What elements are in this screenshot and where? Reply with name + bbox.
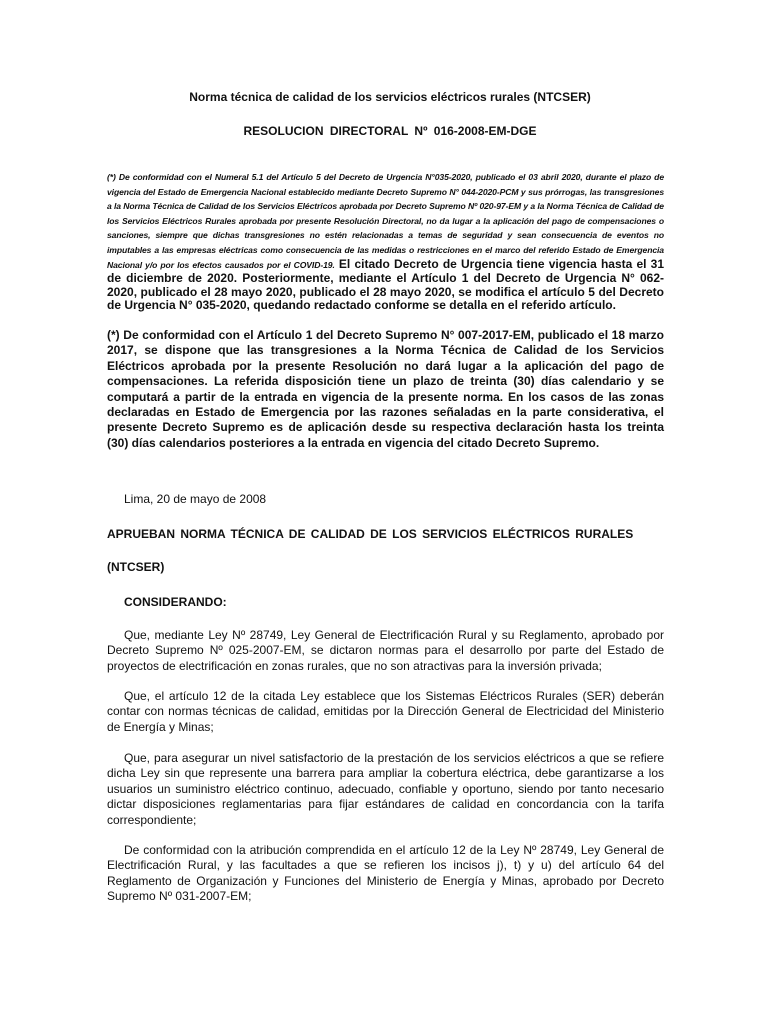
considering-heading: CONSIDERANDO: <box>124 595 227 609</box>
covid-note-small-text: (*) De conformidad con el Numeral 5.1 del Artículo 5 del Decreto de Urgencia N°035-2020, publicado el 03 abril 2020, durante el plazo de vigencia del Estado de Emergencia Nacional establecido mediante Decreto Supremo N° 044-2020-PCM y sus prórrogas, las transgresiones a la Norma Técnica de Calidad de los Servicios Eléctricos aprobada por Decreto Supremo Nº 020-97-EM y a la Norma Técnica de Calidad de los Servicios Eléctricos Rurales aprobada por presente Resolución Directoral, no da lugar a la aplicación del pago de compensaciones o sanciones, siempre que dichas transgresiones no estén relacionadas a temas de seguridad y sean consecuencia de eventos no imputables a las empresas eléctricas como consecuencia de las medidas o restricciones en el marco del referido Estado de Emergencia Nacional y/o por los efectos causados por el COVID-19. <box>107 172 664 270</box>
considering-paragraph: Que, para asegurar un nivel satisfactorio de la prestación de los servicios eléctricos a que se refiere dicha Ley sin que represente una barrera para ampliar la cobertura eléctrica, debe garantizarse a los usuarios un suministro eléctrico continuo, adecuado, confiable y oportuno, siendo por tanto necesario dictar disposiciones reglamentarias para fijar estándares de calidad en concordancia con la tarifa correspondiente; <box>107 751 664 827</box>
document-title: Norma técnica de calidad de los servicios eléctricos rurales (NTCSER) <box>189 90 591 104</box>
approve-heading: APRUEBAN NORMA TÉCNICA DE CALIDAD DE LOS SERVICIOS ELÉCTRICOS RURALES <box>107 527 634 541</box>
considering-paragraph: Que, mediante Ley Nº 28749, Ley General de Electrificación Rural y su Reglamento, aprobado por Decreto Supremo Nº 025-2007-EM, se dictaron normas para el desarrollo por parte del Estado de proyectos de electrificación en zonas rurales, que no son atractivas para la inversión privada; <box>107 628 664 673</box>
ntcser-heading: (NTCSER) <box>107 560 165 574</box>
covid-note-bold-text: El citado Decreto de Urgencia tiene vigencia hasta el 31 de diciembre de 2020. Posteriormente, mediante el Artículo 1 del Decreto de Urgencia N° 062-2020, publicado el 28 mayo 2020, publicado el 28 mayo 2020, se modifica el artículo 5 del Decreto de Urgencia N° 035-2020, quedando redactado conforme se detalla en el referido artículo. <box>107 256 665 313</box>
covid-note <box>107 170 664 313</box>
resolution-number: RESOLUCION DIRECTORAL Nº 016-2008-EM-DGE <box>243 124 537 138</box>
considering-paragraph: De conformidad con la atribución comprendida en el artículo 12 de la Ley Nº 28749, Ley General de Electrificación Rural, y las facultades a que se refieren los incisos j), t) y u) del artículo 64 del Reglamento de Organización y Funciones del Ministerio de Energía y Minas, aprobado por Decreto Supremo Nº 031-2007-EM; <box>107 843 664 904</box>
date-line: Lima, 20 de mayo de 2008 <box>124 492 267 506</box>
decree-note: (*) De conformidad con el Artículo 1 del Decreto Supremo N° 007-2017-EM, publicado el 18 marzo 2017, se dispone que las transgresiones a la Norma Técnica de Calidad de los Servicios Eléctricos aprobada por la presente Resolución no dará lugar a la aplicación del pago de compensaciones. La referida disposición tiene un plazo de treinta (30) días calendario y se computará a partir de la entrada en vigencia de la presente norma. En los casos de las zonas declaradas en Estado de Emergencia por las razones señaladas en la parte considerativa, el presente Decreto Supremo es de aplicación desde su respectiva declaración hasta los treinta (30) días calendarios posteriores a la entrada en vigencia del citado Decreto Supremo. <box>107 328 664 450</box>
considering-paragraph: Que, el artículo 12 de la citada Ley establece que los Sistemas Eléctricos Rurales (SER) deberán contar con normas técnicas de calidad, emitidas por la Dirección General de Electricidad del Ministerio de Energía y Minas; <box>107 689 664 734</box>
